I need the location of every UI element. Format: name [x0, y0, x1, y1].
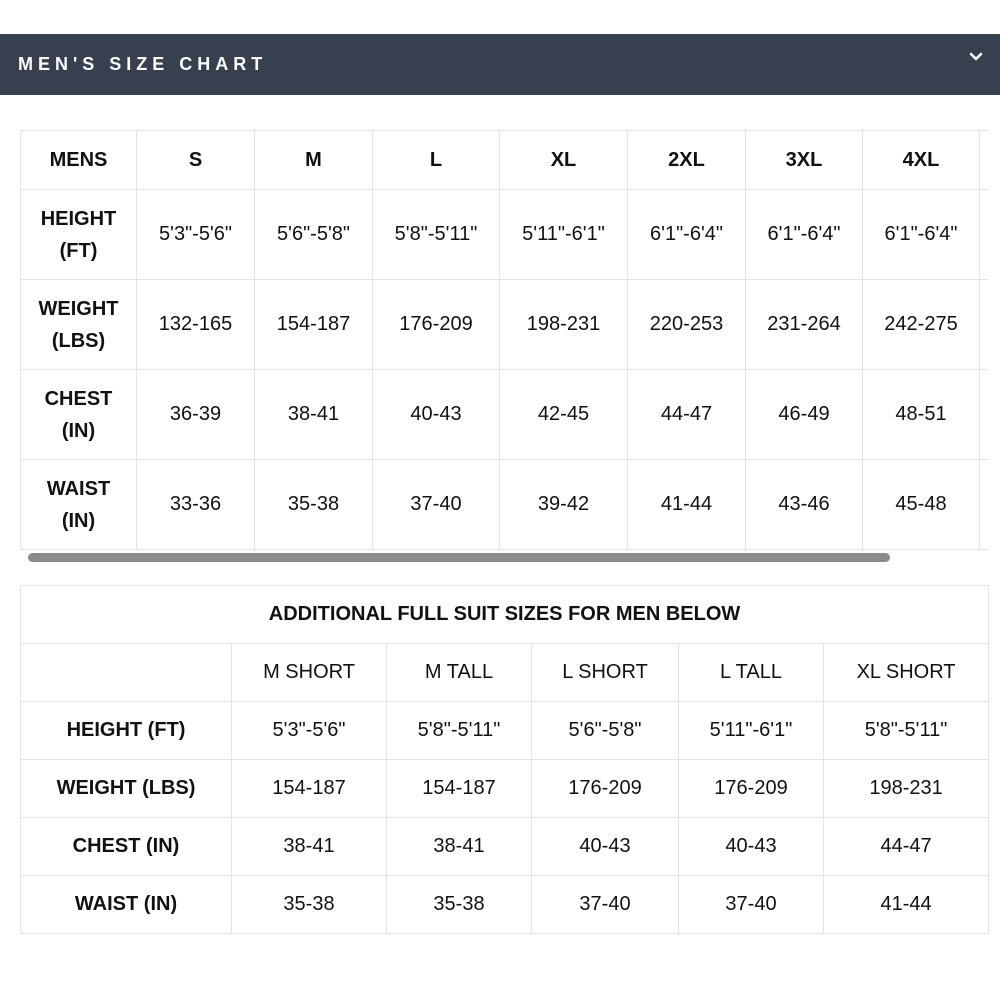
row-header	[21, 280, 137, 370]
row-header: WEIGHT (LBS)	[21, 760, 232, 818]
table-row	[21, 760, 989, 818]
table-cell: 35-38	[255, 460, 373, 550]
row-header: WAIST (IN)	[21, 876, 232, 934]
table-cell: 176-209	[679, 760, 824, 818]
table-cell: 38-41	[387, 818, 532, 876]
table-cell: 176-209	[373, 280, 500, 370]
table-cell: 5'8"-5'11"	[373, 190, 500, 280]
suit-table-caption: ADDITIONAL FULL SUIT SIZES FOR MEN BELOW	[21, 586, 989, 644]
table-cell: 198-231	[500, 280, 628, 370]
table-row	[21, 460, 989, 550]
table-cell: 5'8"-5'11"	[387, 702, 532, 760]
table-cell: 40-43	[679, 818, 824, 876]
table-cell: 38-41	[232, 818, 387, 876]
table-cell: 6'1"-6'4"	[628, 190, 746, 280]
table-cell: 154-187	[232, 760, 387, 818]
table-cell: 6'1"-6'4"	[746, 190, 863, 280]
column-header: 2XL	[628, 131, 746, 190]
table-cell: 45-48	[863, 460, 980, 550]
column-header: MENS	[21, 131, 137, 190]
table-cell: 43-46	[746, 460, 863, 550]
chevron-down-icon[interactable]	[966, 48, 986, 68]
size-table	[20, 130, 988, 550]
table-cell: 42-45	[500, 370, 628, 460]
table-cell: 5'6"-5'8"	[532, 702, 679, 760]
table-cell: 154-187	[255, 280, 373, 370]
table-cell: 44-47	[824, 818, 989, 876]
row-header-line: CHEST	[44, 387, 113, 410]
column-header: S	[137, 131, 255, 190]
table-row	[21, 876, 989, 934]
table-cell: 5'11"-6'1"	[679, 702, 824, 760]
size-table-header-row	[21, 131, 989, 190]
table-cell: 132-165	[137, 280, 255, 370]
table-cell: 176-209	[532, 760, 679, 818]
table-row	[21, 818, 989, 876]
horizontal-scrollbar-thumb[interactable]	[28, 553, 890, 562]
table-cell: 37-40	[532, 876, 679, 934]
table-cell: 41-44	[628, 460, 746, 550]
table-cell: 35-38	[387, 876, 532, 934]
column-header: 4XL	[863, 131, 980, 190]
column-header: M SHORT	[232, 644, 387, 702]
size-table-scroll-container[interactable]	[20, 130, 988, 550]
column-header: M	[255, 131, 373, 190]
table-cell: 231-264	[746, 280, 863, 370]
table-cell: 154-187	[387, 760, 532, 818]
column-header: L	[373, 131, 500, 190]
table-cell: 5'11"-6'1"	[500, 190, 628, 280]
table-cell: 5'8"-5'11"	[824, 702, 989, 760]
row-header	[21, 460, 137, 550]
row-header-line: (IN)	[61, 509, 96, 532]
table-cell: 220-253	[628, 280, 746, 370]
row-header-line: (LBS)	[51, 329, 106, 352]
suit-table-header-row	[21, 644, 989, 702]
column-header-empty	[21, 644, 232, 702]
size-chart-accordion-header[interactable]	[0, 34, 1000, 95]
table-cell: 198-231	[824, 760, 989, 818]
table-cell: 36-39	[137, 370, 255, 460]
row-header-line: WEIGHT	[38, 297, 119, 320]
table-cell: 5'3"-5'6"	[137, 190, 255, 280]
column-header: L TALL	[679, 644, 824, 702]
table-cell: 41-44	[824, 876, 989, 934]
additional-suit-sizes-table	[20, 585, 989, 934]
table-cell: 6'1"-6'4"	[863, 190, 980, 280]
table-row	[21, 370, 989, 460]
table-cell: 46-49	[746, 370, 863, 460]
row-header-line: HEIGHT	[40, 207, 117, 230]
table-cell: 5'6"-5'8"	[255, 190, 373, 280]
table-cell: 44-47	[628, 370, 746, 460]
table-cell: 38-41	[255, 370, 373, 460]
table-cell: 40-43	[532, 818, 679, 876]
table-cell: 37-40	[373, 460, 500, 550]
column-header: M TALL	[387, 644, 532, 702]
column-header: 3XL	[746, 131, 863, 190]
table-cell-overflow	[980, 370, 989, 460]
table-cell-overflow	[980, 460, 989, 550]
table-cell: 35-38	[232, 876, 387, 934]
table-row	[21, 190, 989, 280]
row-header	[21, 370, 137, 460]
row-header: HEIGHT (FT)	[21, 702, 232, 760]
table-cell: 5'3"-5'6"	[232, 702, 387, 760]
size-chart-title: MEN'S SIZE CHART	[18, 54, 268, 74]
table-row	[21, 280, 989, 370]
table-cell-overflow	[980, 190, 989, 280]
table-cell: 242-275	[863, 280, 980, 370]
column-header: XL SHORT	[824, 644, 989, 702]
table-row	[21, 702, 989, 760]
row-header-line: WAIST	[46, 477, 111, 500]
table-caption-row	[21, 586, 989, 644]
table-cell: 48-51	[863, 370, 980, 460]
table-cell: 39-42	[500, 460, 628, 550]
row-header-line: (FT)	[59, 239, 98, 262]
row-header: CHEST (IN)	[21, 818, 232, 876]
row-header-line: (IN)	[61, 419, 96, 442]
row-header	[21, 190, 137, 280]
column-header-overflow	[980, 131, 989, 190]
column-header: XL	[500, 131, 628, 190]
table-cell: 33-36	[137, 460, 255, 550]
table-cell-overflow	[980, 280, 989, 370]
table-cell: 37-40	[679, 876, 824, 934]
table-cell: 40-43	[373, 370, 500, 460]
column-header: L SHORT	[532, 644, 679, 702]
